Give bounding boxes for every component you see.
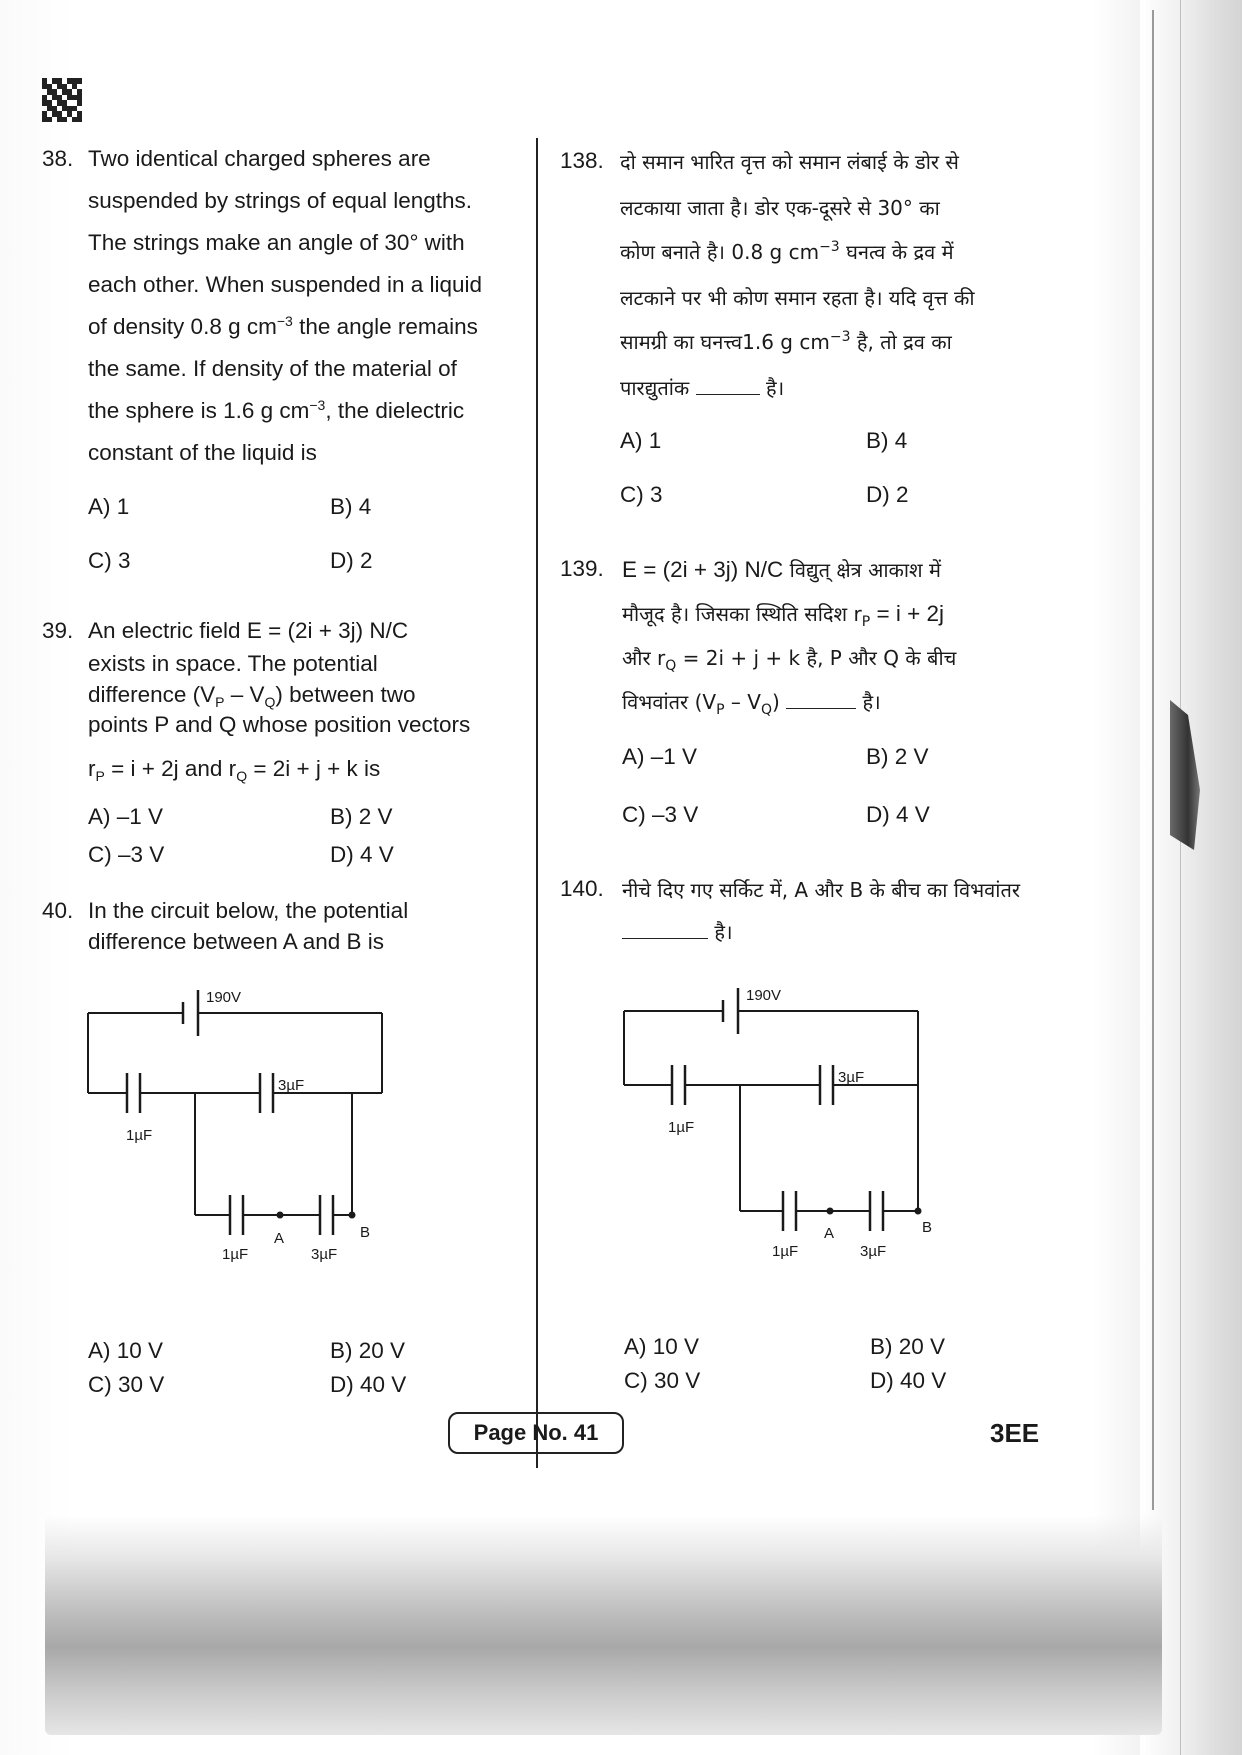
capacitor-label: 3µF bbox=[278, 1077, 305, 1094]
scan-shadow bbox=[45, 1515, 1162, 1735]
capacitor-label: 1µF bbox=[126, 1127, 153, 1144]
option-b[interactable]: B) 2 V bbox=[866, 744, 929, 769]
question-text-line: लटकाने पर भी कोण समान रहता है। यदि वृत्त की bbox=[620, 286, 975, 310]
option-c[interactable]: C) 3 bbox=[88, 548, 131, 573]
option-b[interactable]: B) 20 V bbox=[870, 1334, 946, 1359]
option-d[interactable]: D) 2 bbox=[866, 482, 909, 507]
question-text-line: of density 0.8 g $cm^{-3}$ the angle remains bbox=[88, 313, 478, 339]
question-text-line: constant of the liquid is bbox=[88, 440, 317, 465]
option-d[interactable]: D) 40 V bbox=[870, 1368, 947, 1393]
question-text-line: मौजूद है। जिसका स्थिति सदिश $r_P = i + 2j$ bbox=[622, 601, 944, 630]
option-d[interactable]: D) 2 bbox=[330, 548, 373, 573]
question-text-line: सामग्री का घनत्त्व1.6 g $cm^{-3}$ है, तो द्रव का bbox=[620, 329, 952, 354]
question-number: 38. bbox=[42, 146, 74, 171]
page-number-badge: Page No. 41 bbox=[448, 1412, 624, 1454]
battery-label: 190V bbox=[206, 989, 242, 1006]
option-a[interactable]: A) –1 V bbox=[88, 804, 164, 829]
question-text-line: the sphere is 1.6 g $cm^{-3}$, the dielectric bbox=[88, 397, 465, 423]
question-number: 40. bbox=[42, 898, 74, 923]
question-text-line: exists in space. The potential bbox=[88, 651, 378, 676]
node-label: B bbox=[360, 1224, 371, 1241]
question-text-line: E = (2i + 3j) N/C विद्युत् क्षेत्र आकाश में bbox=[622, 557, 941, 582]
question-number: 139. bbox=[560, 556, 604, 581]
column-divider bbox=[536, 138, 538, 1468]
node-a-dot bbox=[827, 1208, 834, 1215]
question-text-line: The strings make an angle of 30° with bbox=[88, 230, 465, 255]
capacitor-label: 1µF bbox=[668, 1119, 695, 1136]
option-a[interactable]: A) –1 V bbox=[622, 744, 698, 769]
question-text-line: difference $(V_P - V_Q)$ between two bbox=[88, 682, 416, 710]
circuit-diagram bbox=[80, 980, 400, 1320]
node-label: B bbox=[922, 1219, 933, 1236]
question-text-line: points P and Q whose position vectors bbox=[88, 712, 471, 737]
option-a[interactable]: A) 1 bbox=[620, 428, 662, 453]
question-text-line: है। bbox=[622, 918, 733, 945]
question-text-line: और $r_Q = 2i + j + k$ है, P और Q के बीच bbox=[622, 646, 957, 674]
capacitor-label: 3µF bbox=[311, 1246, 338, 1263]
node-b-dot bbox=[915, 1208, 922, 1215]
question-text-line: Two identical charged spheres are bbox=[88, 146, 431, 171]
binding-fold-line bbox=[1180, 0, 1181, 1755]
option-a[interactable]: A) 10 V bbox=[88, 1338, 164, 1363]
node-b-dot bbox=[349, 1212, 356, 1219]
option-c[interactable]: C) 30 V bbox=[624, 1368, 701, 1393]
qr-code-icon bbox=[42, 78, 82, 124]
capacitor-label: 3µF bbox=[860, 1243, 887, 1260]
question-text-line: पारद्युतांक है। bbox=[620, 376, 785, 400]
option-c[interactable]: C) –3 V bbox=[88, 842, 165, 867]
option-a[interactable]: A) 10 V bbox=[624, 1334, 700, 1359]
question-text-line: कोण बनाते है। 0.8 g $cm^{-3}$ घनत्व के द्रव में bbox=[620, 239, 954, 264]
option-c[interactable]: C) 30 V bbox=[88, 1372, 165, 1397]
question-number: 138. bbox=[560, 148, 604, 173]
capacitor-label: 1µF bbox=[772, 1243, 799, 1260]
answer-blank bbox=[696, 394, 760, 395]
answer-blank bbox=[786, 708, 856, 709]
question-text-line: In the circuit below, the potential bbox=[88, 898, 409, 923]
option-b[interactable]: B) 2 V bbox=[330, 804, 393, 829]
question-text-line: $r_P = i + 2j$ and $r_Q = 2i + j + k$ is bbox=[88, 756, 381, 784]
question-text-line: suspended by strings of equal lengths. bbox=[88, 188, 473, 213]
option-d[interactable]: D) 4 V bbox=[866, 802, 930, 827]
binding-fold-line bbox=[1152, 10, 1154, 1510]
question-number: 39. bbox=[42, 618, 74, 643]
node-label: A bbox=[824, 1225, 835, 1242]
node-a-dot bbox=[277, 1212, 284, 1219]
option-c[interactable]: C) 3 bbox=[620, 482, 663, 507]
question-text-line: लटकाया जाता है। डोर एक-दूसरे से 30° का bbox=[620, 196, 940, 220]
option-d[interactable]: D) 4 V bbox=[330, 842, 394, 867]
question-text-line: विभवांतर $(V_P - V_Q)$ है। bbox=[622, 690, 881, 718]
answer-blank bbox=[622, 938, 708, 939]
question-text-line: दो समान भारित वृत्त को समान लंबाई के डोर से bbox=[620, 150, 959, 174]
circuit-diagram bbox=[620, 978, 940, 1318]
option-a[interactable]: A) 1 bbox=[88, 494, 130, 519]
question-text-line: difference between A and B is bbox=[88, 929, 385, 954]
question-text-line: नीचे दिए गए सर्किट में, A और B के बीच का विभवांतर bbox=[622, 878, 1021, 902]
question-text-line: An electric field E = (2i + 3j) N/C bbox=[88, 618, 409, 643]
option-d[interactable]: D) 40 V bbox=[330, 1372, 407, 1397]
option-b[interactable]: B) 20 V bbox=[330, 1338, 406, 1363]
capacitor-label: 3µF bbox=[838, 1069, 865, 1086]
question-number: 140. bbox=[560, 876, 604, 901]
capacitor-label: 1µF bbox=[222, 1246, 249, 1263]
battery-label: 190V bbox=[746, 987, 782, 1004]
option-b[interactable]: B) 4 bbox=[330, 494, 372, 519]
paper-code: 3EE bbox=[990, 1418, 1040, 1448]
node-label: A bbox=[274, 1230, 285, 1247]
question-text-line: the same. If density of the material of bbox=[88, 356, 457, 381]
option-c[interactable]: C) –3 V bbox=[622, 802, 699, 827]
option-b[interactable]: B) 4 bbox=[866, 428, 908, 453]
question-text-line: each other. When suspended in a liquid bbox=[88, 272, 483, 297]
book-binding-edge bbox=[1140, 0, 1242, 1755]
